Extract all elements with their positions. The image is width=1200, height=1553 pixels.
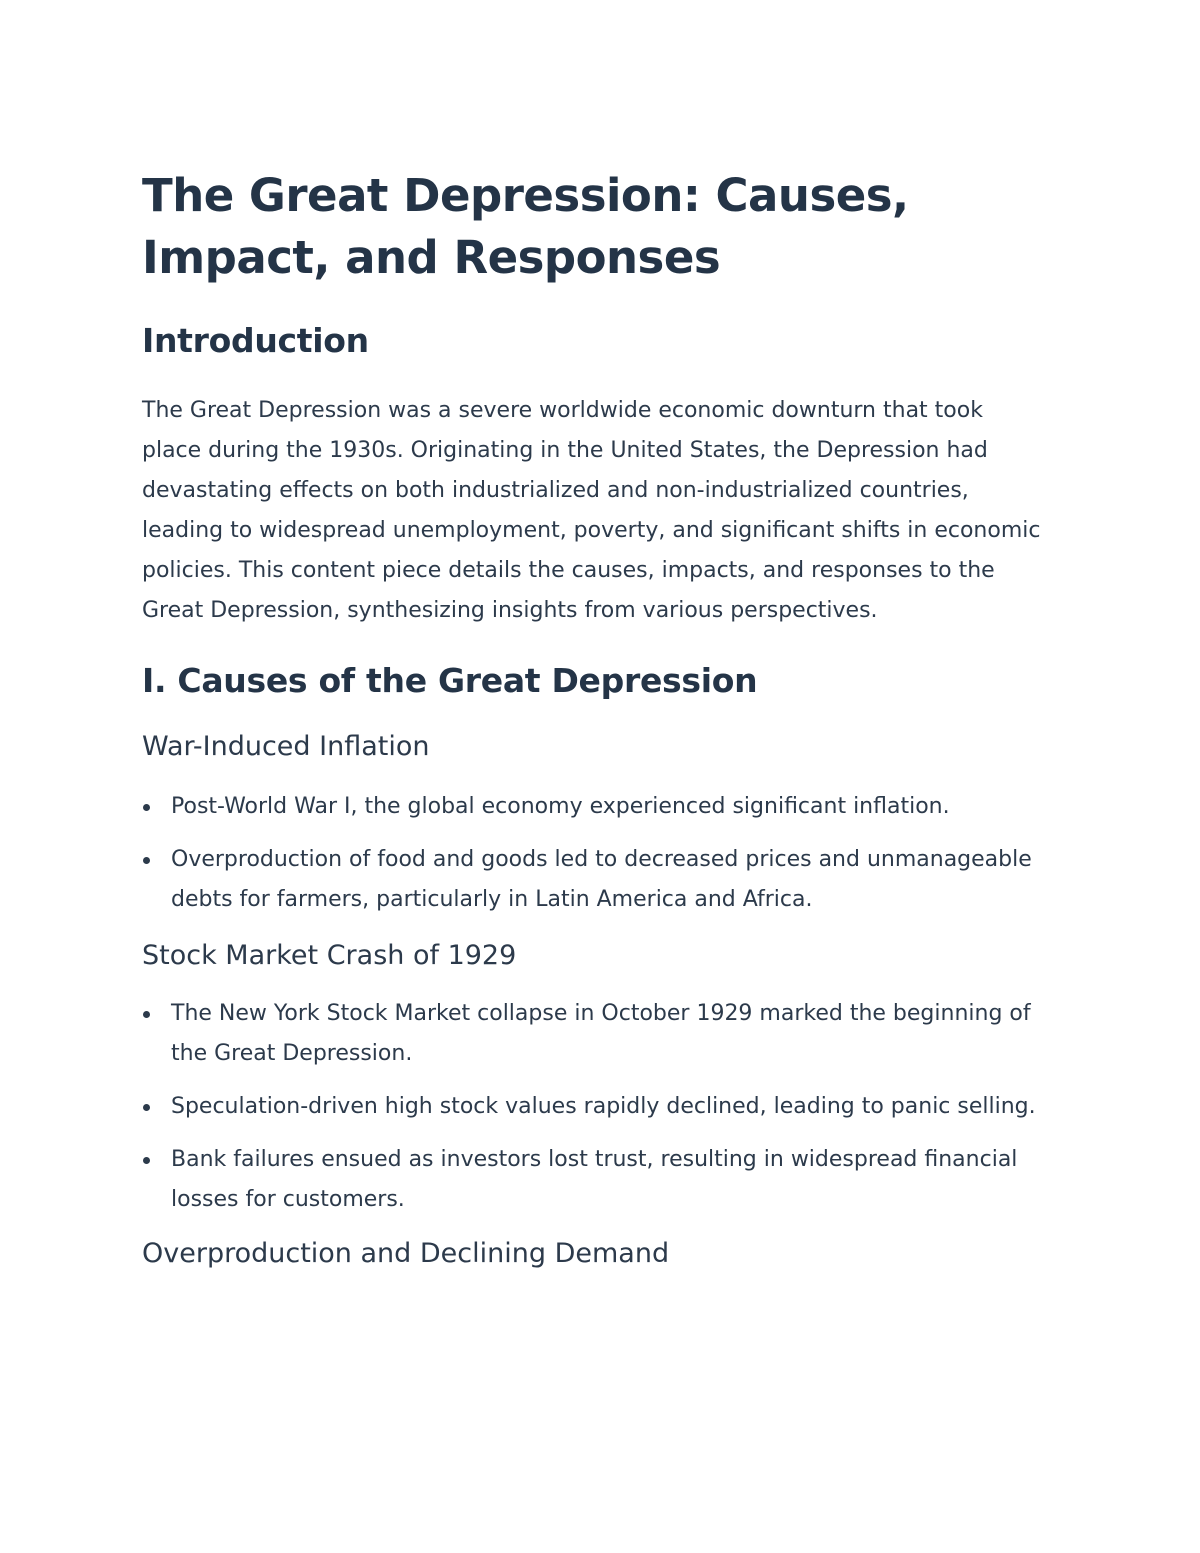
- list-item: [142, 994, 1042, 1074]
- document-page: [142, 165, 1042, 1272]
- list-item: [142, 840, 1042, 920]
- document-title: The Great Depression: Causes, Impact, and Responses: [142, 169, 909, 284]
- list-item-text: Post-World War I, the global economy experienced significant inflation.: [171, 794, 950, 819]
- list-item-text: The New York Stock Market collapse in October 1929 marked the beginning of the Great Depression.: [171, 1001, 1031, 1066]
- bullet-icon: [143, 1157, 150, 1164]
- stock-crash-list: [142, 994, 1042, 1220]
- list-item-text: Overproduction of food and goods led to decreased prices and unmanageable debts for farmers, particularly in Latin America and Africa.: [171, 847, 1032, 912]
- list-item: [142, 787, 1042, 827]
- section-heading-stock-market-crash: Stock Market Crash of 1929: [142, 940, 517, 971]
- list-item: [142, 1140, 1042, 1220]
- bullet-icon: [143, 1104, 150, 1111]
- introduction-heading: Introduction: [142, 321, 369, 360]
- section-heading-war-induced-inflation: War-Induced Inflation: [142, 731, 430, 762]
- bullet-icon: [143, 804, 150, 811]
- list-item-text: Speculation-driven high stock values rapidly declined, leading to panic selling.: [171, 1094, 1036, 1119]
- introduction-paragraph: The Great Depression was a severe worldwide economic downturn that took place during the 1930s. Originating in the United States, the Depression had devastating effects on both industrialized and non-industrialized countries, leading to widespread unemployment, poverty, and significant shifts in economic policies. This content piece details the causes, impacts, and responses to the Great Depression, synthesizing insights from various perspectives.: [142, 398, 1041, 623]
- list-item: [142, 1087, 1042, 1127]
- war-inflation-list: [142, 787, 1042, 920]
- list-item-text: Bank failures ensued as investors lost trust, resulting in widespread financial losses for customers.: [171, 1147, 1018, 1212]
- bullet-icon: [143, 1011, 150, 1018]
- causes-heading: I. Causes of the Great Depression: [142, 661, 758, 700]
- bullet-icon: [143, 857, 150, 864]
- section-heading-overproduction: Overproduction and Declining Demand: [142, 1238, 670, 1269]
